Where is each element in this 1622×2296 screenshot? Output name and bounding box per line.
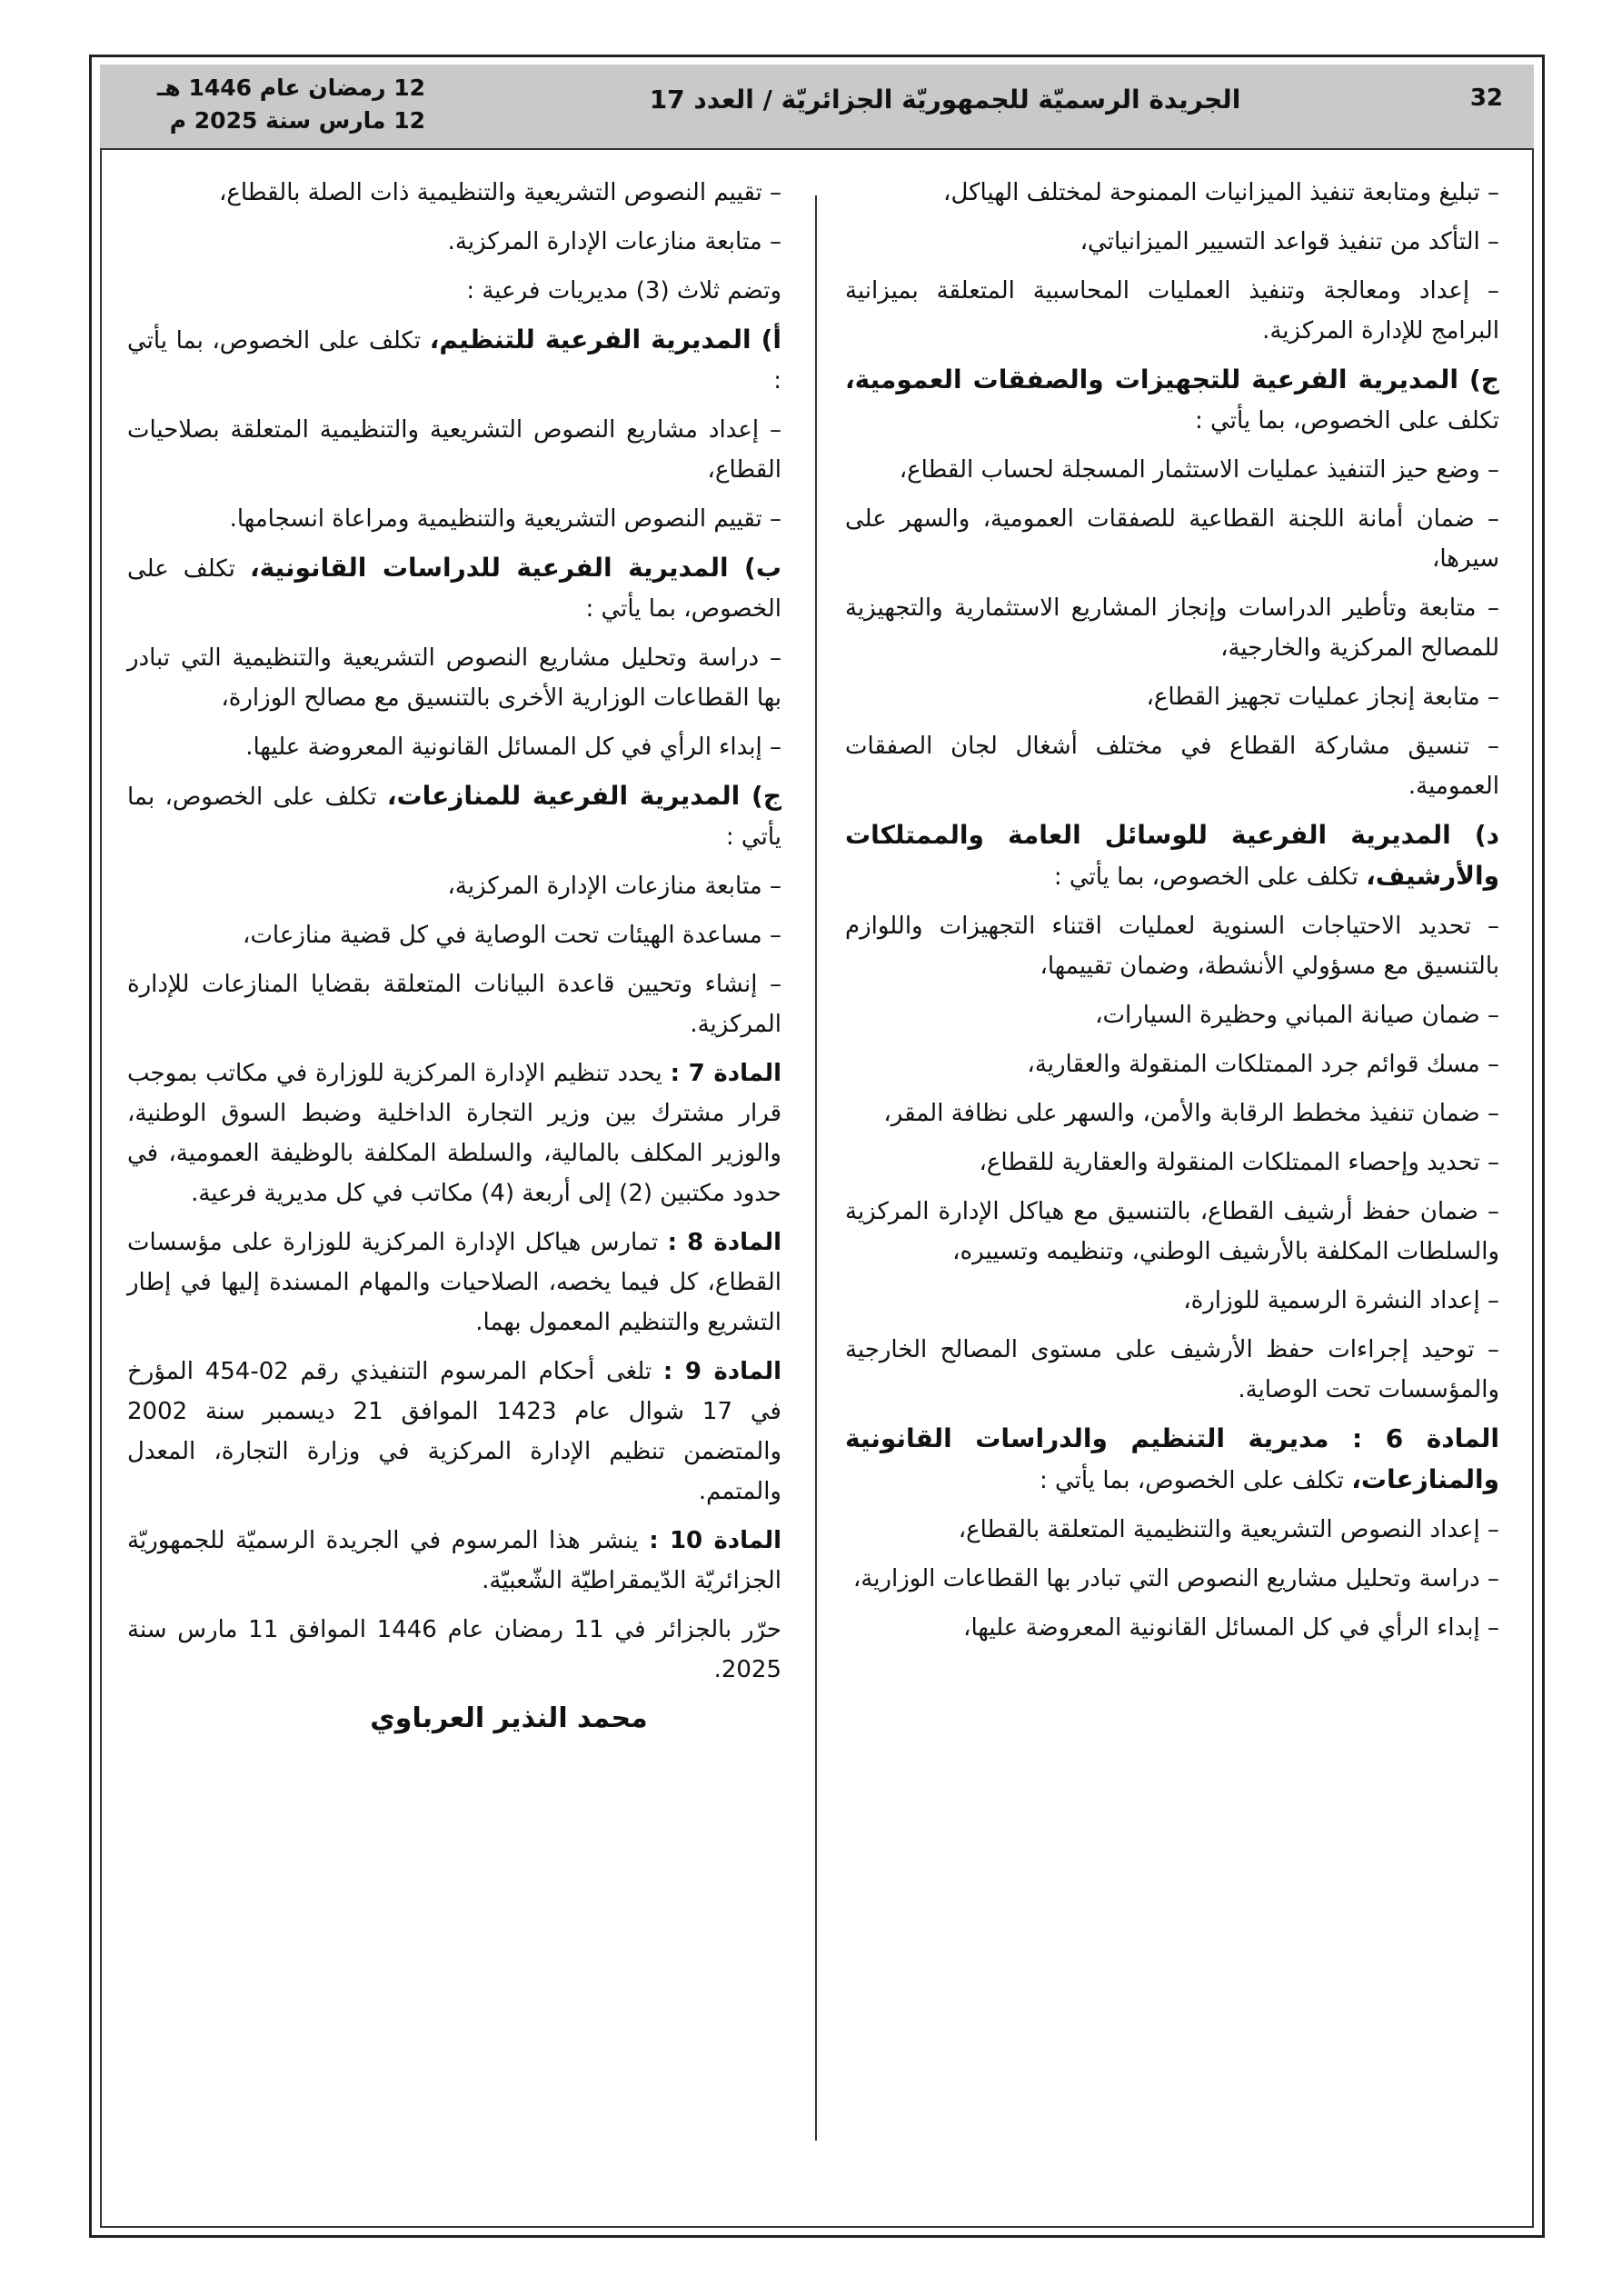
paragraph: [127, 1223, 781, 1343]
paragraph-text: تكلف على الخصوص، بما يأتي :: [127, 327, 781, 394]
paragraph-text: تكلف على الخصوص، بما يأتي :: [127, 784, 781, 851]
paragraph: [127, 1521, 781, 1601]
paragraph: [127, 222, 781, 262]
paragraph: [845, 1281, 1499, 1321]
paragraph: [845, 173, 1499, 213]
paragraph: [845, 1608, 1499, 1648]
paragraph-text: – تحديد الاحتياجات السنوية لعمليات اقتناء التجهيزات واللوازم بالتنسيق مع مسؤولي الأنشطة، وضمان تقييمها،: [845, 913, 1499, 980]
paragraph: [127, 499, 781, 539]
paragraph-text: – متابعة وتأطير الدراسات وإنجاز المشاريع الاستثمارية والتجهيزية للمصالح المركزية والخارجية،: [845, 594, 1499, 662]
paragraph-text: – مساعدة الهيئات تحت الوصاية في كل قضية منازعات،: [243, 922, 781, 949]
section-heading: د) المديرية الفرعية للوسائل العامة والممتلكات والأرشيف،: [845, 820, 1499, 891]
article-number: المادة 9 :: [662, 1358, 782, 1385]
paragraph-text: تكلف على الخصوص، بما يأتي :: [1039, 1467, 1352, 1494]
paragraph: [845, 1510, 1499, 1550]
paragraph: [845, 1044, 1499, 1084]
paragraph: [845, 1419, 1499, 1501]
paragraph: [845, 222, 1499, 262]
paragraph-text: – دراسة وتحليل مشاريع النصوص التي تبادر بها القطاعات الوزارية،: [852, 1565, 1499, 1592]
paragraph: [127, 1053, 781, 1213]
article-number: المادة 7 :: [670, 1060, 781, 1087]
paragraph-text: وتضم ثلاث (3) مديريات فرعية :: [466, 277, 781, 304]
section-heading: ب) المديرية الفرعية للدراسات القانونية،: [249, 553, 781, 583]
paragraph: [845, 1192, 1499, 1272]
paragraph: [845, 360, 1499, 441]
page-number: 32: [1469, 85, 1503, 112]
paragraph-text: – إبداء الرأي في كل المسائل القانونية المعروضة عليها،: [963, 1614, 1499, 1642]
paragraph-text: – متابعة منازعات الإدارة المركزية.: [447, 228, 781, 255]
paragraph: [127, 320, 781, 401]
paragraph-text: – إعداد النشرة الرسمية للوزارة،: [1183, 1287, 1499, 1314]
hijri-date: 12 رمضان عام 1446 هـ: [156, 75, 425, 101]
paragraph-text: تكلف على الخصوص، بما يأتي :: [127, 555, 781, 623]
paragraph: [127, 915, 781, 955]
paragraph-text: – متابعة منازعات الإدارة المركزية،: [447, 873, 781, 900]
paragraph-text: تكلف على الخصوص، بما يأتي :: [1053, 863, 1367, 891]
paragraph: [845, 726, 1499, 806]
paragraph-text: تمارس هياكل الإدارة المركزية للوزارة على مؤسسات القطاع، كل فيما يخصه، الصلاحيات والمهام المسندة إليها في إطار التشريع والتنظيم المعمول بهما.: [127, 1229, 781, 1336]
section-heading: المادة 6 : مديرية التنظيم والدراسات القانونية والمنازعات،: [845, 1423, 1499, 1494]
paragraph: [127, 776, 781, 857]
article-number: المادة 10 :: [649, 1527, 782, 1554]
paragraph-text: – إعداد ومعالجة وتنفيذ العمليات المحاسبية المتعلقة بميزانية البرامج للإدارة المركزية.: [845, 277, 1499, 344]
paragraph: [127, 1352, 781, 1512]
paragraph: [845, 906, 1499, 986]
paragraph-text: – ضمان أمانة اللجنة القطاعية للصفقات العمومية، والسهر على سيرها،: [845, 505, 1499, 573]
paragraph-text: – تبليغ ومتابعة تنفيذ الميزانيات الممنوحة لمختلف الهياكل،: [943, 179, 1499, 206]
paragraph-text: – إبداء الرأي في كل المسائل القانونية المعروضة عليها.: [245, 734, 781, 761]
paragraph: [845, 677, 1499, 717]
issue-date: [125, 72, 425, 137]
paragraph-text: – إعداد النصوص التشريعية والتنظيمية المتعلقة بالقطاع،: [958, 1516, 1499, 1543]
paragraph: [845, 1093, 1499, 1133]
paragraph: [845, 450, 1499, 490]
paragraph: [127, 727, 781, 767]
paragraph-text: يحدد تنظيم الإدارة المركزية للوزارة في مكاتب بموجب قرار مشترك بين وزير التجارة الداخلية وضبط السوق الوطنية، والوزير المكلف بالمالية، والسلطة المكلفة بالوظيفة العمومية، في حدود مكتبين (2) إلى أربعة (4) مكاتب في كل مديرية فرعية.: [127, 1060, 781, 1207]
article-number: المادة 8 :: [667, 1229, 781, 1256]
paragraph: [845, 1559, 1499, 1599]
signature: محمد النذير العرباوي: [370, 1702, 648, 1734]
paragraph-text: – متابعة إنجاز عمليات تجهيز القطاع،: [1146, 684, 1499, 711]
paragraph-text: – التأكد من تنفيذ قواعد التسيير الميزانياتي،: [1080, 228, 1499, 255]
right-column: [845, 173, 1499, 1657]
paragraph-text: – مسك قوائم جرد الممتلكات المنقولة والعقارية،: [1027, 1051, 1499, 1078]
paragraph: [845, 995, 1499, 1035]
paragraph-text: – دراسة وتحليل مشاريع النصوص التشريعية والتنظيمية التي تبادر بها القطاعات الوزارية الأخرى بالتنسيق مع مصالح الوزارة،: [127, 644, 781, 712]
page-header: [100, 65, 1534, 150]
paragraph-text: – ضمان صيانة المباني وحظيرة السيارات،: [1095, 1002, 1499, 1029]
paragraph-text: – وضع حيز التنفيذ عمليات الاستثمار المسجلة لحساب القطاع،: [899, 456, 1499, 484]
paragraph: [127, 964, 781, 1044]
paragraph: [845, 499, 1499, 579]
section-heading: ج) المديرية الفرعية للمنازعات،: [386, 781, 781, 811]
section-heading: ج) المديرية الفرعية للتجهيزات والصفقات العمومية،: [845, 364, 1499, 394]
paragraph-text: – تنسيق مشاركة القطاع في مختلف أشغال لجان الصفقات العمومية.: [845, 733, 1499, 800]
paragraph-text: – ضمان تنفيذ مخطط الرقابة والأمن، والسهر على نظافة المقر،: [883, 1100, 1499, 1127]
paragraph: [845, 815, 1499, 897]
paragraph-text: – تقييم النصوص التشريعية والتنظيمية ذات الصلة بالقطاع،: [218, 179, 781, 206]
paragraph: [845, 1330, 1499, 1410]
paragraph: [127, 173, 781, 213]
column-divider: [815, 195, 817, 2141]
section-heading: أ) المديرية الفرعية للتنظيم،: [429, 324, 782, 354]
paragraph-text: تكلف على الخصوص، بما يأتي :: [1195, 407, 1499, 434]
paragraph: [845, 1143, 1499, 1183]
paragraph-text: تلغى أحكام المرسوم التنفيذي رقم 02-454 المؤرخ في 17 شوال عام 1423 الموافق 21 ديسمبر سنة 2002 والمتضمن تنظيم الإدارة المركزية في وزارة التجارة، المعدل والمتمم.: [127, 1358, 781, 1505]
gregorian-date: 12 مارس سنة 2025 م: [169, 107, 425, 134]
paragraph-text: – تقييم النصوص التشريعية والتنظيمية ومراعاة انسجامها.: [229, 505, 781, 533]
journal-title: الجريدة الرسميّة للجمهوريّة الجزائريّة / العدد 17: [649, 85, 1241, 115]
paragraph-text: – ضمان حفظ أرشيف القطاع، بالتنسيق مع هياكل الإدارة المركزية والسلطات المكلفة بالأرشيف الوطني، وتنظيمه وتسييره،: [845, 1198, 1499, 1265]
paragraph-text: – إنشاء وتحيين قاعدة البيانات المتعلقة بقضايا المنازعات للإدارة المركزية.: [127, 971, 781, 1038]
paragraph: [127, 271, 781, 311]
paragraph: [127, 866, 781, 906]
paragraph: [127, 410, 781, 490]
paragraph: [845, 588, 1499, 668]
paragraph: [127, 1610, 781, 1690]
paragraph-text: – تحديد وإحصاء الممتلكات المنقولة والعقارية للقطاع،: [979, 1149, 1499, 1176]
paragraph: [127, 548, 781, 629]
paragraph: [845, 271, 1499, 351]
paragraph-text: – توحيد إجراءات حفظ الأرشيف على مستوى المصالح الخارجية والمؤسسات تحت الوصاية.: [845, 1336, 1499, 1403]
paragraph-text: حرّر بالجزائر في 11 رمضان عام 1446 الموافق 11 مارس سنة 2025.: [127, 1616, 781, 1683]
paragraph: [127, 638, 781, 718]
paragraph-text: – إعداد مشاريع النصوص التشريعية والتنظيمية المتعلقة بصلاحيات القطاع،: [127, 416, 781, 484]
left-column: [127, 173, 781, 1739]
paragraph-text: ينشر هذا المرسوم في الجريدة الرسميّة للجمهوريّة الجزائريّة الدّيمقراطيّة الشّعبيّة.: [127, 1527, 781, 1594]
